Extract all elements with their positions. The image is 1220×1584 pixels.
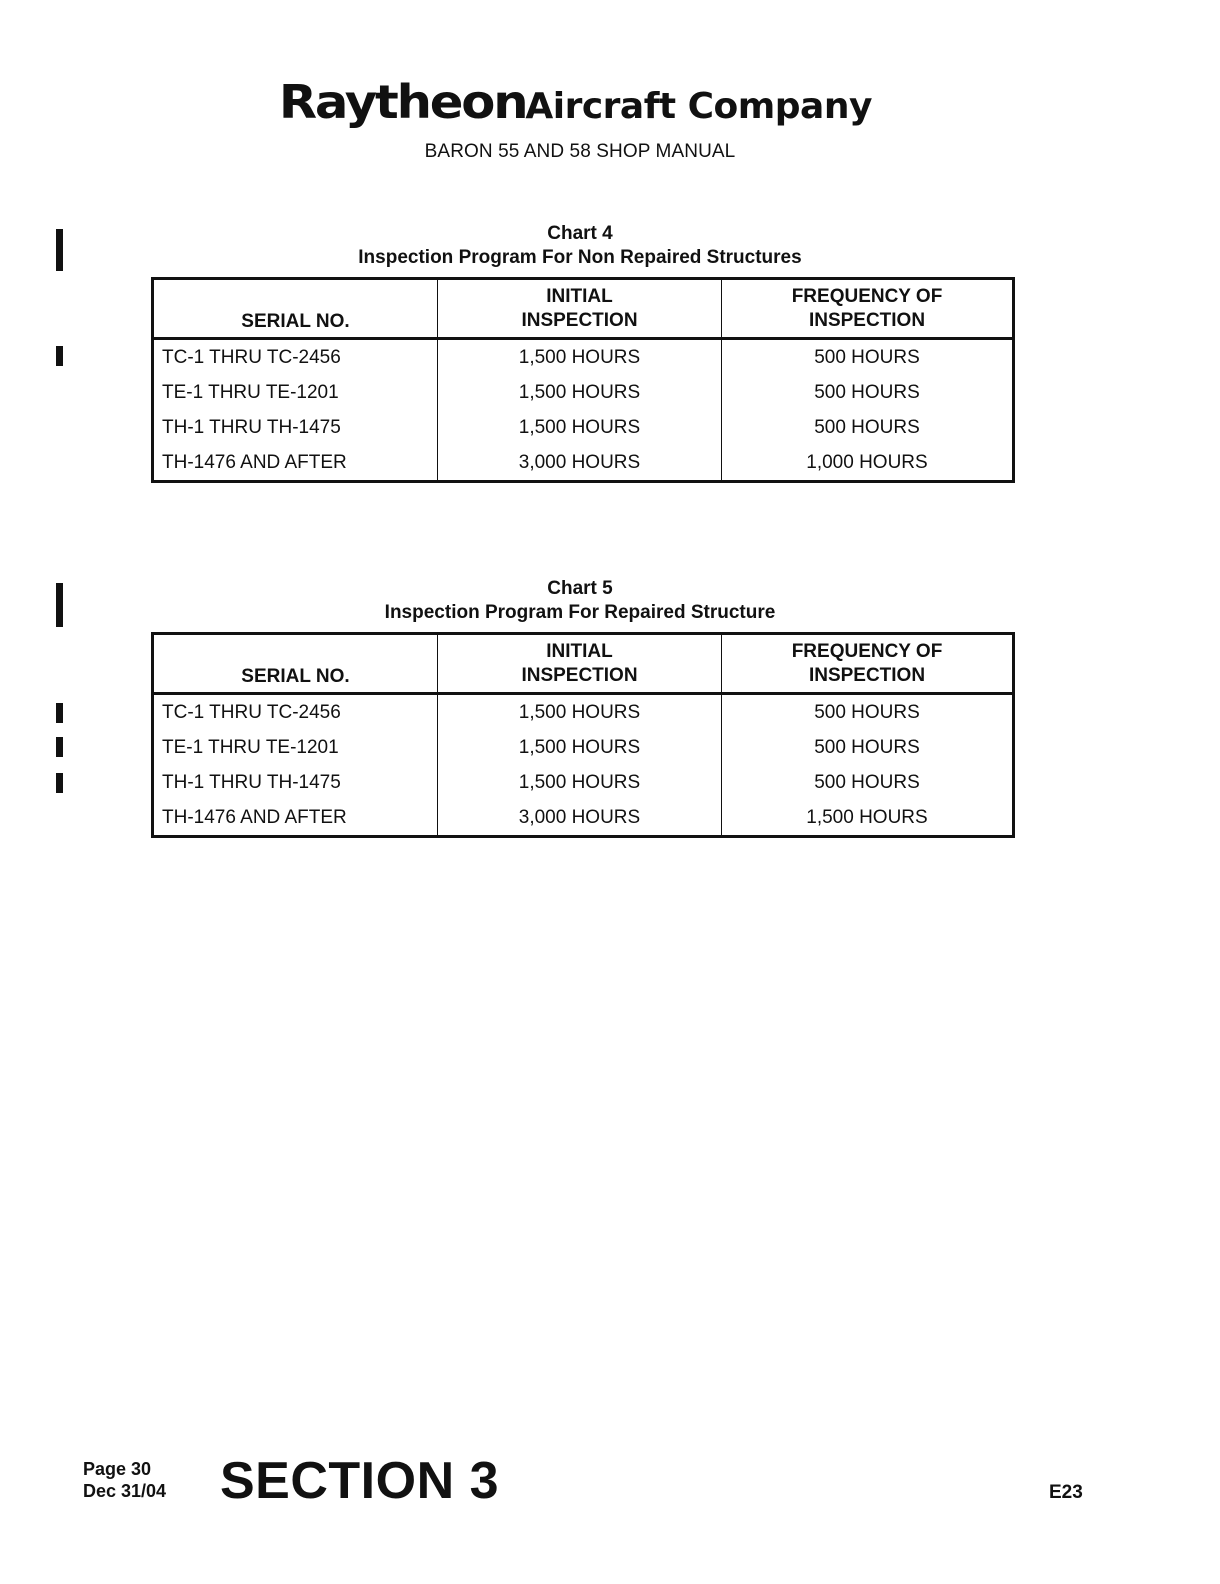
table-row — [153, 410, 1014, 445]
initial-cell: 1,500 HOURS — [438, 375, 722, 410]
column-header-initial — [438, 279, 722, 339]
header-line: INSPECTION — [808, 664, 926, 686]
table-row — [153, 694, 1014, 731]
chart-title: Inspection Program For Non Repaired Structures — [358, 247, 802, 268]
initial-cell: 3,000 HOURS — [438, 445, 722, 482]
table-row — [153, 730, 1014, 765]
column-header-frequency — [722, 634, 1014, 694]
header-line: INSPECTION — [521, 664, 638, 686]
table-row — [153, 445, 1014, 482]
column-header-initial — [438, 634, 722, 694]
serial-cell: TH-1 THRU TH-1475 — [153, 410, 438, 445]
initial-cell: 3,000 HOURS — [438, 800, 722, 837]
change-bar — [56, 737, 63, 757]
inspection-table — [151, 277, 1015, 483]
chart-number: Chart 5 — [547, 578, 613, 599]
page-info — [83, 1458, 166, 1502]
serial-cell: TE-1 THRU TE-1201 — [153, 730, 438, 765]
chart-number: Chart 4 — [547, 223, 613, 244]
header-line: FREQUENCY OF — [791, 640, 943, 662]
serial-cell: TE-1 THRU TE-1201 — [153, 375, 438, 410]
document-code: E23 — [1049, 1482, 1083, 1503]
header-line: INITIAL — [546, 285, 613, 307]
serial-cell: TH-1476 AND AFTER — [153, 800, 438, 837]
initial-cell: 1,500 HOURS — [438, 339, 722, 376]
page-number: Page 30 — [83, 1459, 152, 1479]
frequency-cell: 1,500 HOURS — [806, 806, 928, 828]
frequency-cell: 500 HOURS — [814, 381, 920, 403]
serial-cell: TC-1 THRU TC-2456 — [153, 339, 438, 376]
frequency-cell: 500 HOURS — [814, 771, 920, 793]
header-line: INSPECTION — [808, 309, 926, 331]
change-bar — [56, 773, 63, 793]
section-label: SECTION 3 — [220, 1452, 499, 1510]
column-header-serial: SERIAL NO. — [153, 279, 438, 339]
frequency-cell: 500 HOURS — [814, 736, 920, 758]
header-line: INITIAL — [546, 640, 613, 662]
inspection-table — [151, 632, 1015, 838]
company-name: Aircraft Company — [525, 86, 872, 127]
frequency-cell: 500 HOURS — [814, 701, 920, 723]
serial-cell: TH-1 THRU TH-1475 — [153, 765, 438, 800]
table-row — [153, 339, 1014, 376]
frequency-cell: 1,000 HOURS — [806, 451, 928, 473]
column-header-frequency — [722, 279, 1014, 339]
manual-title: BARON 55 AND 58 SHOP MANUAL — [424, 141, 736, 162]
change-bar — [56, 703, 63, 723]
brand-name: Raytheon — [278, 75, 527, 129]
page-header — [0, 76, 1160, 163]
initial-cell: 1,500 HOURS — [438, 765, 722, 800]
company-logo — [0, 76, 1160, 133]
change-bar — [56, 346, 63, 366]
initial-cell: 1,500 HOURS — [438, 410, 722, 445]
initial-cell: 1,500 HOURS — [438, 730, 722, 765]
serial-cell: TH-1476 AND AFTER — [153, 445, 438, 482]
revision-date: Dec 31/04 — [83, 1481, 167, 1501]
table-header-row — [153, 634, 1014, 694]
table-row — [153, 800, 1014, 837]
table-header-row — [153, 279, 1014, 339]
column-header-serial: SERIAL NO. — [153, 634, 438, 694]
table-row — [153, 375, 1014, 410]
frequency-cell: 500 HOURS — [814, 346, 920, 368]
header-line: INSPECTION — [521, 309, 638, 331]
chart-caption — [0, 577, 1160, 625]
frequency-cell: 500 HOURS — [814, 416, 920, 438]
chart-caption — [0, 222, 1160, 270]
table-row — [153, 765, 1014, 800]
chart-title: Inspection Program For Repaired Structure — [384, 602, 776, 623]
initial-cell: 1,500 HOURS — [438, 694, 722, 731]
header-line: FREQUENCY OF — [791, 285, 943, 307]
serial-cell: TC-1 THRU TC-2456 — [153, 694, 438, 731]
